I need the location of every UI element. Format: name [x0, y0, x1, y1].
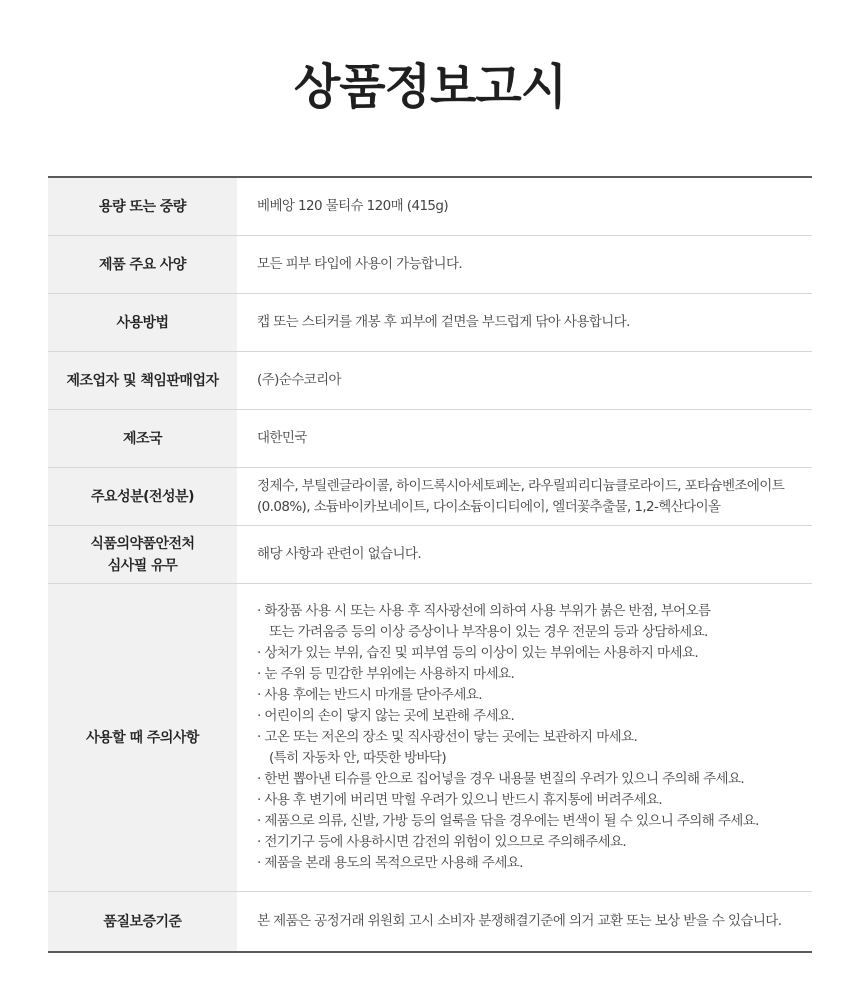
table-row-usage: [48, 294, 812, 352]
caution-line: · 화장품 사용 시 또는 사용 후 직사광선에 의하여 사용 부위가 붉은 반점, 부어오름: [257, 603, 711, 619]
value-line: 대한민국: [257, 430, 307, 446]
row-value: [237, 892, 812, 951]
value-line: 모든 피부 타입에 사용이 가능합니다.: [257, 256, 463, 272]
row-label: 식품의약품안전처 심사필 유무: [48, 526, 237, 583]
caution-line: · 제품으로 의류, 신발, 가방 등의 얼룩을 닦을 경우에는 변색이 될 수 있으니 주의해 주세요.: [257, 813, 759, 829]
row-label: 용량 또는 중량: [48, 178, 237, 235]
table-row-spec: [48, 236, 812, 294]
table-row-manufacturer: [48, 352, 812, 410]
row-value: [237, 178, 812, 235]
table-row-capacity: [48, 178, 812, 236]
row-label: 제품 주요 사양: [48, 236, 237, 293]
row-value: [237, 294, 812, 351]
page-title: 상품정보고시: [293, 59, 567, 115]
row-value: [237, 352, 812, 409]
value-line: (주)순수코리아: [257, 372, 341, 388]
caution-line: (특히 자동차 안, 따뜻한 방바닥): [269, 750, 447, 766]
table-row-mfds-review: [48, 526, 812, 584]
caution-line: · 한번 뽑아낸 티슈를 안으로 집어넣을 경우 내용물 변질의 우려가 있으니 주의해 주세요.: [257, 771, 745, 787]
caution-line: · 어린이의 손이 닿지 않는 곳에 보관해 주세요.: [257, 708, 515, 724]
row-label: 사용방법: [48, 294, 237, 351]
row-value: [237, 526, 812, 583]
row-value: [237, 468, 812, 525]
value-line: (0.08%), 소듐바이카보네이트, 다이소듐이디티에이, 엘더꽃추출물, 1,2-헥산다이올: [257, 498, 721, 515]
value-line: 본 제품은 공정거래 위원회 고시 소비자 분쟁해결기준에 의거 교환 또는 보상 받을 수 있습니다.: [257, 913, 782, 929]
table-row-ingredients: [48, 468, 812, 526]
caution-line: 또는 가려움증 등의 이상 증상이나 부작용이 있는 경우 전문의 등과 상담하세요.: [269, 624, 708, 640]
caution-line: · 사용 후 변기에 버리면 막힐 우려가 있으니 반드시 휴지통에 버려주세요.: [257, 792, 663, 808]
row-label: 품질보증기준: [48, 892, 237, 951]
row-label: 사용할 때 주의사항: [48, 584, 237, 891]
caution-line: · 전기기구 등에 사용하시면 감전의 위험이 있으므로 주의해주세요.: [257, 834, 627, 850]
row-label: 제조업자 및 책임판매업자: [48, 352, 237, 409]
value-line: 해당 사항과 관련이 없습니다.: [257, 546, 422, 562]
row-value: [237, 584, 812, 891]
value-line: 정제수, 부틸렌글라이콜, 하이드록시아세토페논, 라우릴피리디늄클로라이드, 포타슘벤조에이트: [257, 477, 785, 494]
product-info-table: [48, 176, 812, 953]
table-row-quality: [48, 892, 812, 951]
row-label: 주요성분(전성분): [48, 468, 237, 525]
caution-line: · 상처가 있는 부위, 습진 및 피부염 등의 이상이 있는 부위에는 사용하지 마세요.: [257, 645, 699, 661]
row-value: [237, 410, 812, 467]
caution-line: · 눈 주위 등 민감한 부위에는 사용하지 마세요.: [257, 666, 515, 682]
row-value: [237, 236, 812, 293]
value-line: 캡 또는 스티커를 개봉 후 피부에 겉면을 부드럽게 닦아 사용합니다.: [257, 314, 630, 330]
table-row-country: [48, 410, 812, 468]
table-row-cautions: [48, 584, 812, 892]
value-line: 베베앙 120 물티슈 120매 (415g): [257, 198, 449, 214]
caution-line: · 제품을 본래 용도의 목적으로만 사용해 주세요.: [257, 855, 523, 871]
caution-line: · 사용 후에는 반드시 마개를 닫아주세요.: [257, 687, 482, 703]
row-label: 제조국: [48, 410, 237, 467]
caution-line: · 고온 또는 저온의 장소 및 직사광선이 닿는 곳에는 보관하지 마세요.: [257, 729, 638, 745]
